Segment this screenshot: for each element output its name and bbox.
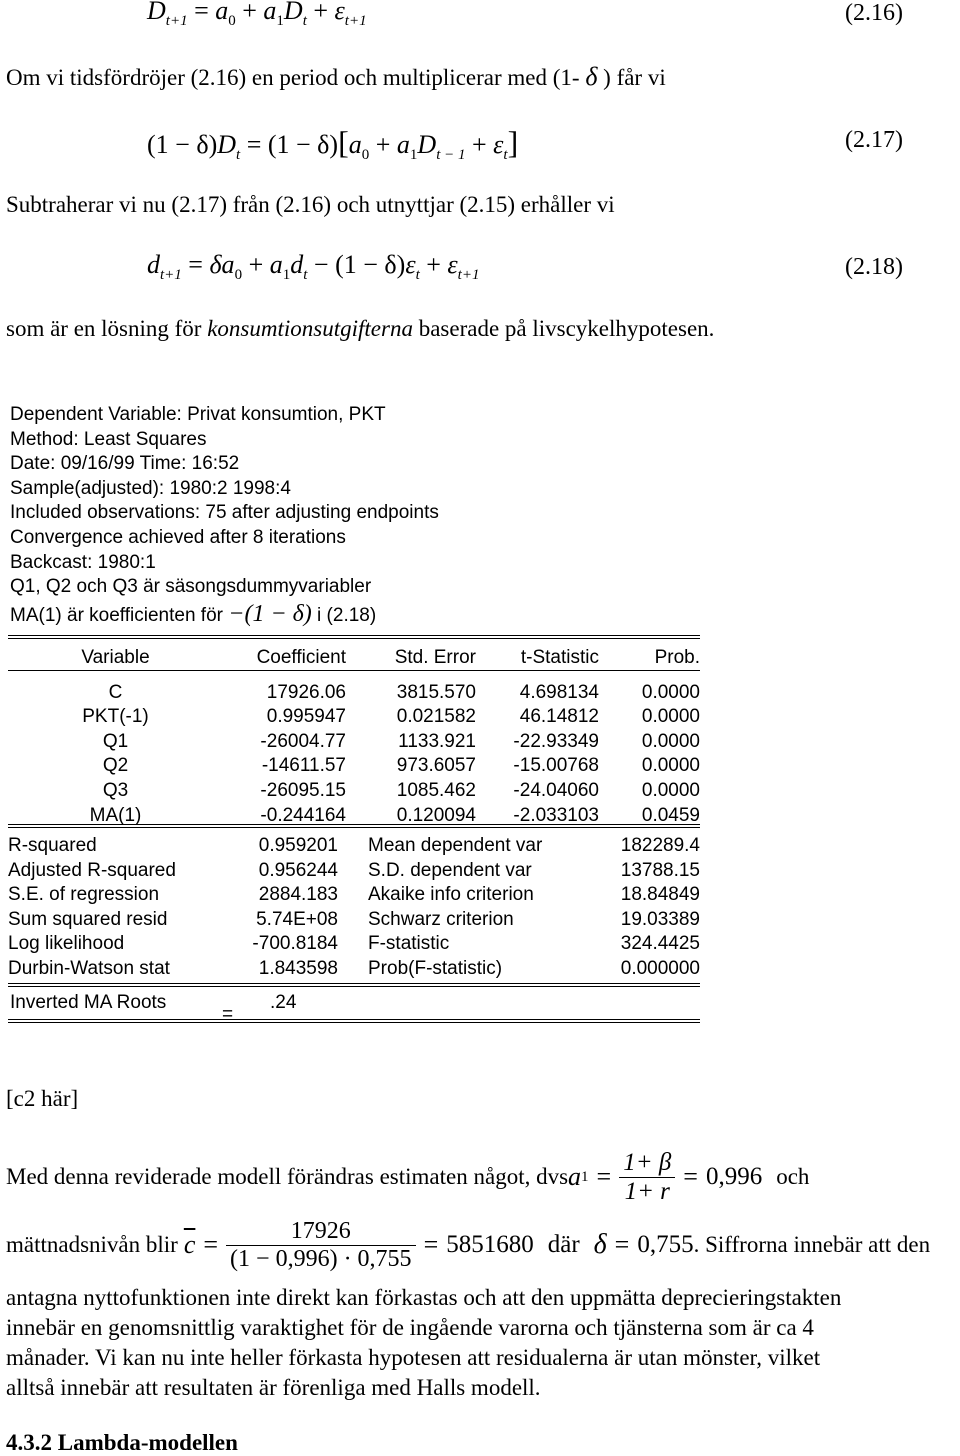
cell: S.E. of regression <box>8 884 160 906</box>
cell: -700.8184 <box>252 933 338 955</box>
cell: R-squared <box>8 835 97 856</box>
cell: 1.843598 <box>258 957 338 979</box>
table-row <box>8 779 700 804</box>
cell: Mean dependent var <box>368 835 543 856</box>
col-header: Std. Error <box>394 647 476 668</box>
cell: F-statistic <box>368 933 450 955</box>
table-row <box>8 859 700 884</box>
cell: 324.4425 <box>620 933 700 955</box>
cell: Adjusted R-squared <box>8 859 176 881</box>
equation-number-2-17: (2.17) <box>845 127 903 153</box>
equation-2-16: $D_{t+1} = a_0 + a_1D_t + \varepsilon_{t+1}$ <box>147 0 367 29</box>
cell: 17926.06 <box>266 681 346 703</box>
revised-estimates-line: Med denna reviderade modell förändras estimaten något, dvs a 1 = $\frac{1+ \beta}{1+ r}$ = 0,996 och <box>6 1148 810 1205</box>
cell: 0.959201 <box>258 835 338 856</box>
cell: 3815.570 <box>396 681 476 703</box>
regression-header <box>10 403 439 628</box>
col-header: Variable <box>81 647 150 668</box>
inverted-ma-roots-value: .24 <box>270 992 297 1013</box>
cell: 0.0000 <box>641 681 700 703</box>
cell: 1085.462 <box>396 779 476 801</box>
cell: PKT(-1) <box>82 706 149 728</box>
cell: MA(1) <box>89 804 142 826</box>
cell: 0.0000 <box>641 755 700 777</box>
cell: -22.93349 <box>513 730 599 752</box>
cell: Schwarz criterion <box>368 908 514 930</box>
cell: 0.0459 <box>641 804 700 826</box>
table-row <box>8 883 700 908</box>
rule-coef-end <box>8 824 700 828</box>
cell: 5.74E+08 <box>256 908 338 930</box>
cell: -0.244164 <box>260 804 346 826</box>
col-header: t-Statistic <box>520 647 599 668</box>
cell: 0.995947 <box>266 706 346 728</box>
cell: 0.0000 <box>641 779 700 801</box>
table-row <box>8 681 700 706</box>
fraction-beta-r: $\frac{1+ \beta}{1+ r}$ <box>619 1149 675 1206</box>
text-line: antagna nyttofunktionen inte direkt kan förkastas och att den uppmätta deprecieringstakten <box>6 1285 842 1310</box>
equation-2-18: $d_{t+1} = \delta a_0 + a_1d_t - (1 - \delta)\varepsilon_t + \varepsilon_{t+1}$ <box>147 250 480 283</box>
header-line: Backcast: 1980:1 <box>10 551 156 573</box>
cell: 182289.4 <box>620 835 700 856</box>
conclusion-paragraph <box>6 1283 841 1403</box>
cell: 973.6057 <box>396 755 476 777</box>
cell: 46.14812 <box>519 706 599 728</box>
figure-placeholder: [c2 här] <box>6 1086 79 1111</box>
cell: -15.00768 <box>513 755 599 777</box>
paragraph-shift: Om vi tidsfördröjer (2.16) en period och multiplicerar med (1- δ ) får vi <box>6 62 666 91</box>
col-header: Coefficient <box>256 647 346 668</box>
cell: 0.0000 <box>641 706 700 728</box>
header-line: Sample(adjusted): 1980:2 1998:4 <box>10 477 291 499</box>
text-line: alltså innebär att resultaten är förenliga med Halls modell. <box>6 1375 541 1400</box>
cell: Prob(F-statistic) <box>368 957 503 979</box>
cell: Q2 <box>102 755 129 777</box>
equation-number-2-18: (2.18) <box>845 254 903 280</box>
table-row <box>8 834 700 859</box>
rule-header <box>8 670 700 671</box>
table-row <box>8 705 700 730</box>
col-header: Prob. <box>654 647 700 668</box>
header-line: Included observations: 75 after adjusting endpoints <box>10 502 439 524</box>
rule-bottom <box>8 1019 700 1023</box>
cell: Durbin-Watson stat <box>8 957 170 979</box>
table-row <box>8 932 700 957</box>
cell: Log likelihood <box>8 933 125 955</box>
cell: 19.03389 <box>620 908 700 930</box>
cell: -14611.57 <box>261 755 346 777</box>
cell: Sum squared resid <box>8 908 168 930</box>
coefficient-table <box>8 646 700 828</box>
cell: Q1 <box>102 730 129 752</box>
cell: 0.956244 <box>258 859 338 881</box>
fraction-saturation: $\frac{17926}{(1 - 0,996) \cdot 0,755}$ <box>226 1218 416 1273</box>
header-line: Q1, Q2 och Q3 är säsongsdummyvariabler <box>10 576 372 598</box>
inverted-ma-roots-eq: = <box>222 1004 234 1025</box>
rule-top <box>8 635 700 639</box>
paragraph-subtract: Subtraherar vi nu (2.17) från (2.16) och utnyttjar (2.15) erhåller vi <box>6 192 615 217</box>
paragraph-solution: som är en lösning för konsumtionsutgifterna baserade på livscykelhypotesen. <box>6 316 715 341</box>
header-line: Date: 09/16/99 Time: 16:52 <box>10 453 240 475</box>
header-line: Dependent Variable: Privat konsumtion, PKT <box>10 404 386 425</box>
cell: 0.120094 <box>396 804 476 826</box>
header-line: Method: Least Squares <box>10 428 207 450</box>
equation-2-17: $(1 - \delta)D_t = (1 - \delta)[a_0 + a_1D_{t - 1} + \varepsilon_t]$ <box>147 124 519 163</box>
cell: Q3 <box>102 779 129 801</box>
table-row <box>8 957 700 982</box>
cell: 0.0000 <box>641 730 700 752</box>
table-row <box>8 908 700 933</box>
header-line: Convergence achieved after 8 iterations <box>10 526 346 548</box>
inverted-ma-roots-label: Inverted MA Roots <box>10 992 167 1013</box>
summary-stats-table <box>8 834 700 982</box>
cell: 4.698134 <box>519 681 599 703</box>
cell: -2.033103 <box>513 804 599 826</box>
table-row <box>8 730 700 755</box>
cell: 18.84849 <box>620 884 700 906</box>
cell: 1133.921 <box>398 730 476 752</box>
cell: 0.000000 <box>620 957 700 979</box>
cell: -26004.77 <box>260 730 346 752</box>
text-line: månader. Vi kan nu inte heller förkasta hypotesen att residualerna är utan mönster, vilket <box>6 1345 821 1370</box>
equation-number-2-16: (2.16) <box>845 0 903 26</box>
cell: C <box>108 681 123 703</box>
saturation-level-line: mättnadsnivån blir $\overline{c}$ = $\frac{17926}{(1 - 0,996) \cdot 0,755}$ = 5851680 där δ = 0,755 . Siffrorna innebär att den <box>6 1217 931 1272</box>
text-line: innebär en genomsnittlig varaktighet för de ingående varorna och tjänsterna som är ca 4 <box>6 1315 814 1340</box>
cell: -24.04060 <box>513 779 599 801</box>
cell: Akaike info criterion <box>368 884 534 906</box>
section-heading: 4.3.2 Lambda-modellen <box>6 1430 238 1455</box>
cell: -26095.15 <box>260 779 346 801</box>
table-row <box>8 754 700 779</box>
rule-stats-end <box>8 983 700 987</box>
cell: S.D. dependent var <box>368 859 532 881</box>
ma-note: MA(1) är koefficienten för −(1 − δ) i (2.18) <box>10 600 377 627</box>
cell: 0.021582 <box>396 706 476 728</box>
cell: 2884.183 <box>258 884 338 906</box>
cell: 13788.15 <box>620 859 700 881</box>
table-header-row <box>8 646 700 671</box>
